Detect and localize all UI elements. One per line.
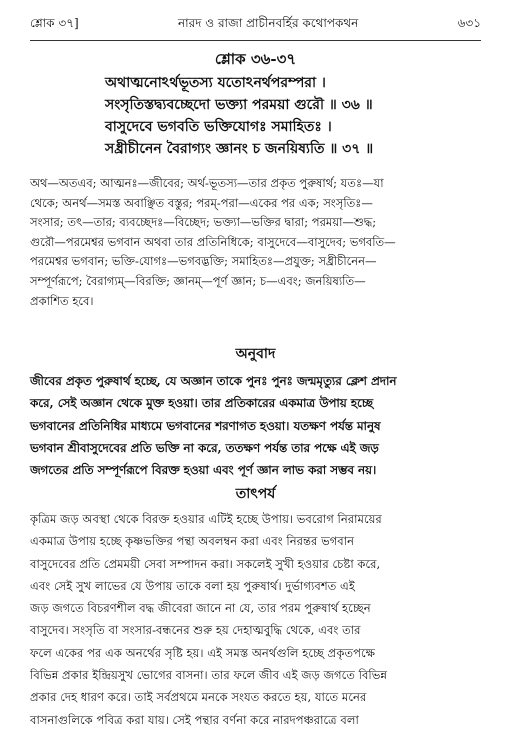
synonyms-line: পরমেশ্বর ভগবান; ভক্তি-যোগঃ—ভগবদ্ভক্তি; সমাহিতঃ—প্রযুক্ত; সধ্রীচীনেন— [30, 254, 377, 269]
purport-text [30, 508, 485, 731]
sanskrit-verse [105, 72, 491, 160]
purport-line: বাসুদেব। সংসৃতি বা সংসার-বন্ধনের শুরু হয় দেহাত্মবুদ্ধি থেকে, এবং তার [30, 623, 361, 638]
verse-heading: শ্লোক ৩৬-৩৭ [214, 50, 297, 68]
translation-line: ভগবান শ্রীবাসুদেবের প্রতি ভক্তি না করে, ততক্ষণ পর্যন্ত তার পক্ষে এই জড় [30, 440, 379, 455]
purport-line: জড় জগতে বিচরণশীল বদ্ধ জীবেরা জানে না যে, তার পরম পুরুষার্থ হচ্ছেন [30, 601, 371, 616]
header-chapter-title: নারদ ও রাজা প্রাচীনবর্হির কথোপকথন [177, 16, 359, 30]
purport-title: তাৎপর্য [235, 486, 276, 502]
purport-line: প্রকার দেহ ধারণ করে। তাই সর্বপ্রথমে মনকে সংযত করতে হয়, যাতে মনের [30, 690, 367, 705]
header-rule [30, 40, 481, 41]
verse-line: বাসুদেবে ভগবতি ভক্তিযোগঃ সমাহিতঃ । [105, 119, 332, 135]
purport-line: একমাত্র উপায় হচ্ছে কৃষ্ণভক্তির পন্থা অবলম্বন করা এবং নিরন্তর ভগবান [30, 534, 355, 549]
header-verse-ref: শ্লোক ৩৭] [30, 16, 79, 30]
translation-line: জীবের প্রকৃত পুরুষার্থ হচ্ছে, যে অজ্ঞান তাকে পুনঃ পুনঃ জন্মমৃত্যুর ক্লেশ প্রদান [30, 374, 397, 388]
translation-title: অনুবাদ [235, 346, 276, 362]
verse-line: সংসৃতিস্তদ্ব্যবচ্ছেদো ভক্ত্যা পরময়া গুরৌ ॥ ৩৬ ॥ [105, 97, 373, 113]
synonyms-line: অথ—অতএব; আত্মনঃ—জীবের; অর্থ-ভূতস্য—তার প্রকৃত পুরুষার্থ; যতঃ—যা [30, 176, 384, 190]
translation-line: ভগবানের প্রতিনিধির মাধ্যমে ভগবানের শরণাগত হওয়া। যতক্ষণ পর্যন্ত মানুষ [30, 418, 381, 433]
purport-line: বিভিন্ন প্রকার ইন্দ্রিয়সুখ ভোগের বাসনা। তার ফলে জীব এই জড় জগতে বিভিন্ন [30, 668, 387, 683]
synonyms-line: সংসার; তৎ—তার; ব্যবচ্ছেদঃ—বিচ্ছেদ; ভক্ত্যা—ভক্তির দ্বারা; পরময়া—শুদ্ধ; [30, 215, 377, 230]
purport-line: বাসনাগুলিকে পবিত্র করা যায়। সেই পন্থার বর্ণনা করে নারদপঞ্চরাত্রে বলা [30, 712, 359, 727]
page-number: ৬৩১ [457, 16, 481, 30]
synonyms-line: থেকে; অনর্থ—সমস্ত অবাঞ্ছিত বস্তুর; পরম্-পরা—একের পর এক; সংসৃতিঃ— [30, 195, 373, 210]
purport-line: কৃত্রিম জড় অবস্থা থেকে বিরক্ত হওয়ার এটিই হচ্ছে উপায়। ভবরোগ নিরাময়ের [30, 512, 382, 526]
synonyms-line: প্রকাশিত হবে। [30, 293, 94, 308]
translation-text [30, 370, 485, 481]
purport-line: বাসুদেবের প্রতি প্রেমময়ী সেবা সম্পাদন করা। সকলেই সুখী হওয়ার চেষ্টা করে, [30, 556, 381, 571]
running-header [30, 14, 481, 36]
verse-line: অথাত্মনোঽর্থভূতস্য যতোঽনর্থপরম্পরা । [105, 75, 326, 91]
translation-line: জগতের প্রতি সম্পূর্ণরূপে বিরক্ত হওয়া এবং পূর্ণ জ্ঞান লাভ করা সম্ভব নয়। [30, 463, 377, 478]
synonyms-line: গুরৌ—পরমেশ্বর ভগবান অথবা তার প্রতিনিধিকে; বাসুদেবে—বাসুদেব; ভগবতি— [30, 234, 396, 249]
translation-line: করে, সেই অজ্ঞান থেকে মুক্ত হওয়া। তার প্রতিকারের একমাত্র উপায় হচ্ছে [30, 396, 373, 411]
purport-line: এবং সেই সুখ লাভের যে উপায় তাকে বলা হয় পুরুষার্থ। দুর্ভাগ্যবশত এই [30, 578, 355, 593]
verse-line: সধ্রীচীনেন বৈরাগ্যং জ্ঞানং চ জনয়িষ্যতি ॥ ৩৭ ॥ [105, 141, 374, 157]
purport-line: ফলে একের পর এক অনর্থের সৃষ্টি হয়। এই সমস্ত অনর্থগুলি হচ্ছে প্রকৃতপক্ষে [30, 645, 376, 660]
synonyms-line: সম্পূর্ণরূপে; বৈরাগ্যম্—বিরক্তি; জ্ঞানম্—পূর্ণ জ্ঞান; চ—এবং; জনয়িষ্যতি— [30, 273, 366, 288]
word-synonyms [30, 174, 485, 311]
